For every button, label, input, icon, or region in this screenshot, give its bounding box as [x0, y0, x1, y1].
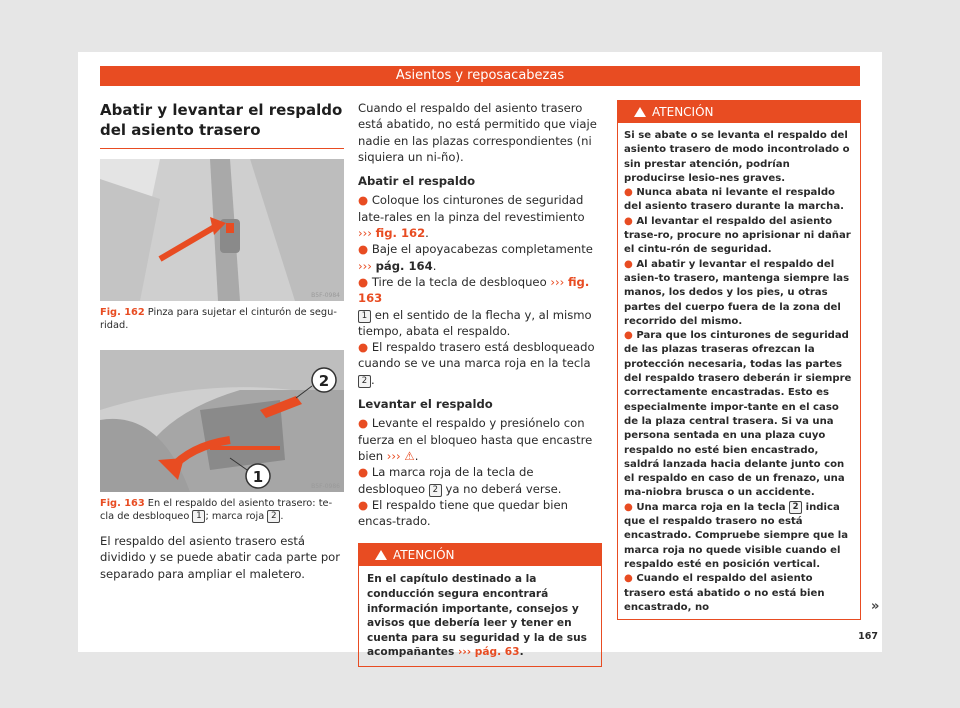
callout-2: 2 [318, 372, 330, 390]
list-item: ● Cuando el respaldo del asiento trasero está abatido o no está bien encastrado, no [624, 573, 825, 613]
continue-marker: » [871, 599, 880, 614]
warning-icon [634, 107, 646, 117]
warning-icon [375, 550, 387, 560]
body-paragraph: El respaldo del asiento trasero está dividido y se puede abatir cada parte por separado para ampliar el maletero. [100, 534, 341, 581]
list-item: ● Coloque los cinturones de seguridad late-rales en la pinza del revestimiento ››› fig. 162. [358, 193, 585, 241]
page-number: 167 [858, 631, 878, 642]
list-item: ● Tire de la tecla de desbloqueo ››› fig. 163 1 en el sentido de la flecha y, al mismo tiempo, abata el respaldo. [358, 274, 592, 338]
list-item: ● Nunca abata ni levante el respaldo del asiento trasero durante la marcha. [624, 187, 845, 213]
figure-163 [100, 350, 344, 492]
list-item: ● Para que los cinturones de seguridad de las plazas traseras ofrezcan la protección necesaria, todas las partes del respaldo trasero deberán ir siempre correctamente encastradas. Esto es especialmente impor-tante en el caso de la plaza central trasera. Si va una persona sentada en una plaza cuyo respaldo no esté bien encastrado, saldrá lanzada hacia delante junto con el respaldo en caso de un frenazo, una ma-niobra brusca o un accidente. [624, 330, 852, 499]
figure-163-caption: Fig. 163 En el respaldo del asiento trasero: te-cla de desbloqueo 1 ; marca roja 2 . [100, 498, 333, 522]
caption-text: En el respaldo del asiento trasero: te-cla de desbloqueo [100, 498, 333, 522]
caption-text: ; marca roja [205, 511, 265, 522]
warning-box [617, 100, 861, 620]
intro-paragraph: Cuando el respaldo del asiento trasero está abatido, no está permitido que viaje nadie en las plazas correspondientes (ni siquiera un ni-ño). [358, 101, 597, 164]
list-item: ● El respaldo trasero está desbloqueado cuando se ve una marca roja en la tecla 2 . [358, 340, 595, 387]
number-badge: 1 [358, 310, 371, 323]
warning-body: En el capítulo destinado a la conducción segura encontrará información importante, consejos y avisos que debería leer y tener en cuenta para su seguridad y la de sus acompañantes ››› pág. 63. [367, 573, 587, 659]
warning-header: ATENCIÓN [618, 101, 860, 123]
fig-163-link[interactable]: fig. 163 [358, 274, 590, 306]
column-left [100, 100, 344, 582]
figure-162-caption [100, 306, 344, 332]
list-item: ● Al abatir y levantar el respaldo del asien-to trasero, mantenga siempre las manos, los dedos y los pies, u otras partes del cuerpo fuera de la zona del recorrido del mismo. [624, 258, 850, 327]
number-badge: 2 [358, 375, 371, 388]
list-item: ● Baje el apoyacabezas completamente ››› pág. 164. [358, 242, 593, 273]
number-badge: 2 [267, 510, 280, 523]
subheading-abatir: Abatir el respaldo [358, 174, 476, 189]
warning-body [618, 123, 860, 619]
subheading-levantar: Levantar el respaldo [358, 397, 493, 412]
number-badge: 2 [789, 501, 802, 514]
warning-box [358, 543, 602, 667]
callout-1: 1 [252, 468, 264, 486]
figure-162 [100, 159, 344, 301]
number-badge: 2 [429, 484, 442, 497]
list-item: ● Una marca roja en la tecla 2 indica que el respaldo trasero no está encastrado. Compruebe siempre que la marca roja no quede visible cuando el respaldo esté en posición vertical. [624, 501, 849, 570]
figure-label: Fig. 163 [100, 498, 145, 509]
list-item: ● El respaldo tiene que quedar bien encas-trado. [358, 497, 568, 529]
caption-text: Pinza para sujetar el cinturón de segu-ridad. [100, 307, 337, 331]
section-title: Abatir y levantar el respaldo del asiento trasero [100, 100, 344, 149]
manual-page [78, 52, 882, 659]
column-right [617, 100, 861, 620]
warning-intro: Si se abate o se levanta el respaldo del asiento trasero de modo incontrolado o sin prestar atención, podrían producirse lesio-nes graves. [624, 130, 850, 184]
column-middle [358, 100, 602, 667]
page-63-link[interactable]: pág. 63 [474, 646, 520, 659]
number-badge: 1 [192, 510, 205, 523]
warning-icon[interactable]: ⚠ [404, 448, 415, 463]
warning-header: ATENCIÓN [359, 544, 601, 566]
list-item: ● Al levantar el respaldo del asiento trase-ro, procure no aprisionar ni dañar el cintu-rón de seguridad. [624, 215, 851, 256]
list-item: ● Levante el respaldo y presiónelo con fuerza en el bloqueo hasta que encastre bien ››› ⚠. [358, 416, 593, 463]
fig-162-link[interactable]: fig. 162 [375, 226, 426, 241]
figure-label: Fig. 162 [100, 307, 145, 318]
list-item: ● La marca roja de la tecla de desbloqueo 2 ya no deberá verse. [358, 465, 562, 496]
figure-code: B5F-0984 [311, 292, 340, 299]
figure-code: B5F-0986 [311, 483, 340, 490]
seat-release-illustration [100, 350, 344, 492]
page-164-link[interactable]: pág. 164 [375, 258, 433, 273]
section-header: Asientos y reposacabezas [100, 66, 860, 86]
seatbelt-clip-illustration [100, 159, 344, 301]
